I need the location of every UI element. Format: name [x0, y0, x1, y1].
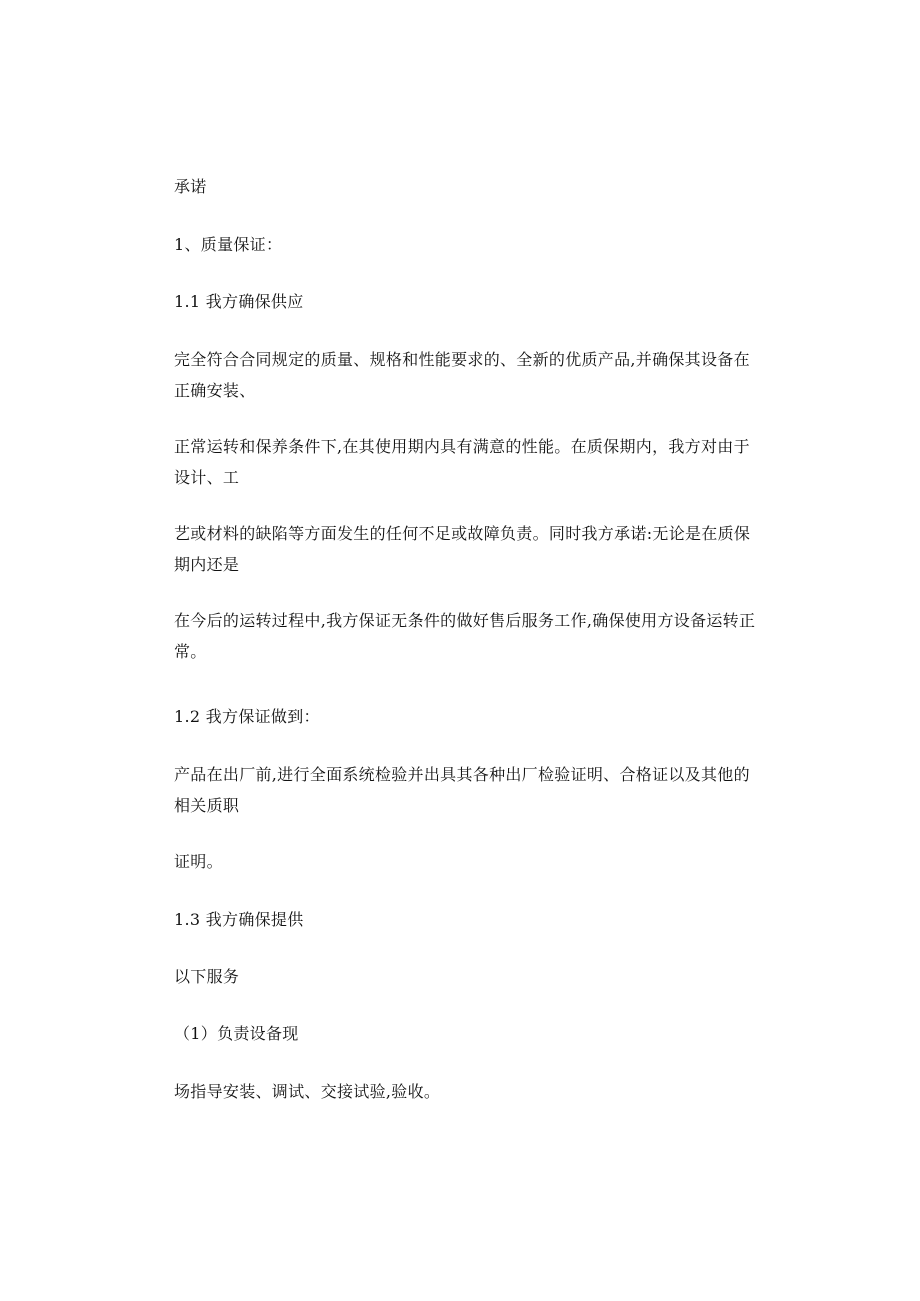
paragraph-line: 常。	[174, 642, 207, 661]
section-1-2-paragraph-1	[174, 759, 789, 821]
paragraph-line: 正确安装、	[174, 381, 256, 400]
section-1-1-heading: 1.1 我方确保供应	[174, 292, 304, 311]
section-1-heading: 1、质量保证：	[174, 235, 283, 254]
paragraph-line: 正常运转和保养条件下,在其使用期内具有满意的性能。在质保期内，我方对由于	[174, 437, 750, 456]
section-1-1-paragraph-1	[174, 344, 789, 406]
paragraph-line: 在今后的运转过程中,我方保证无条件的做好售后服务工作,确保使用方设备运转正	[174, 611, 756, 630]
paragraph-line: 设计、工	[174, 468, 240, 487]
section-1-3-paragraph: 以下服务	[174, 967, 240, 986]
section-1-2-paragraph-2: 证明。	[174, 852, 223, 871]
section-1-1-paragraph-4	[174, 605, 789, 667]
paragraph-line: 期内还是	[174, 555, 240, 574]
paragraph-line: 完全符合合同规定的质量、规格和性能要求的、全新的优质产品,并确保其设备在	[174, 350, 750, 369]
item-1-paragraph: 场指导安装、调试、交接试验,验收。	[174, 1082, 441, 1101]
section-1-3-heading: 1.3 我方确保提供	[174, 910, 304, 929]
item-1-heading: （1）负责设备现	[174, 1024, 299, 1043]
section-1-1-paragraph-2	[174, 431, 789, 493]
document-title: 承诺	[174, 177, 207, 196]
paragraph-line: 产品在出厂前,进行全面系统检验并出具其各种出厂检验证明、合格证以及其他的	[174, 765, 750, 784]
section-1-2-heading: 1.2 我方保证做到：	[174, 707, 320, 726]
paragraph-line: 相关质职	[174, 796, 240, 815]
section-1-1-paragraph-3	[174, 518, 789, 580]
paragraph-line: 艺或材料的缺陷等方面发生的任何不足或故障负责。同时我方承诺:无论是在质保	[174, 524, 751, 543]
